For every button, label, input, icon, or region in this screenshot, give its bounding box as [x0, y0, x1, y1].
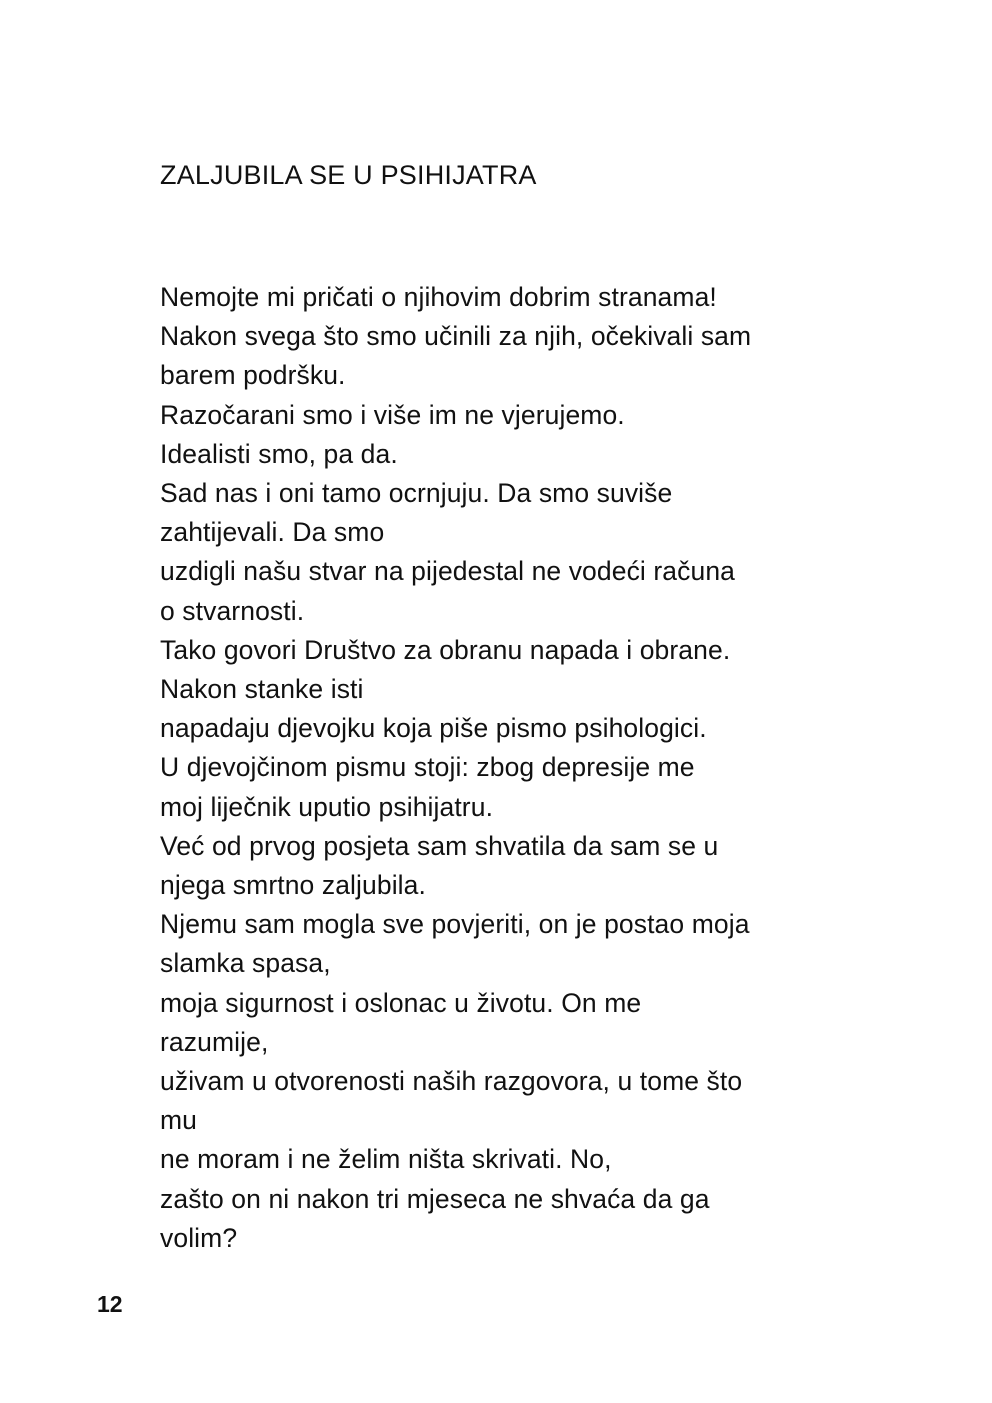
- poem-line: U djevojčinom pismu stoji: zbog depresije me: [160, 752, 695, 783]
- poem-line: slamka spasa,: [160, 948, 331, 979]
- poem-line: barem podršku.: [160, 360, 346, 391]
- poem-line: Tako govori Društvo za obranu napada i obrane.: [160, 634, 731, 665]
- poem-line: uživam u otvorenosti naših razgovora, u tome što: [160, 1066, 743, 1097]
- poem-line: o stvarnosti.: [160, 595, 305, 626]
- poem-line: mu: [160, 1105, 198, 1136]
- poem-line: njega smrtno zaljubila.: [160, 870, 426, 901]
- poem-line: Razočarani smo i više im ne vjerujemo.: [160, 399, 625, 430]
- poem-line: moja sigurnost i oslonac u životu. On me: [160, 987, 642, 1018]
- poem-line: razumije,: [160, 1026, 269, 1057]
- poem-line: ne moram i ne želim ništa skrivati. No,: [160, 1144, 612, 1175]
- poem-body: [160, 278, 751, 1258]
- poem-line: moj liječnik uputio psihijatru.: [160, 791, 494, 822]
- poem-line: Već od prvog posjeta sam shvatila da sam se u: [160, 830, 719, 861]
- poem-line: volim?: [160, 1222, 238, 1253]
- page-number: 12: [97, 1291, 123, 1317]
- poem-line: Idealisti smo, pa da.: [160, 438, 398, 469]
- poem-line: zašto on ni nakon tri mjeseca ne shvaća da ga: [160, 1183, 710, 1214]
- poem-line: napadaju djevojku koja piše pismo psihologici.: [160, 713, 707, 744]
- poem-title: ZALJUBILA SE U PSIHIJATRA: [160, 160, 537, 190]
- poem-line: uzdigli našu stvar na pijedestal ne vodeći računa: [160, 556, 735, 587]
- poem-line: Nakon svega što smo učinili za njih, očekivali sam: [160, 321, 752, 352]
- poem-line: Sad nas i oni tamo ocrnjuju. Da smo suviše: [160, 478, 673, 509]
- poem-line: Nakon stanke isti: [160, 674, 364, 705]
- poem-line: Njemu sam mogla sve povjeriti, on je postao moja: [160, 909, 750, 940]
- poem-line: Nemojte mi pričati o njihovim dobrim stranama!: [160, 282, 717, 312]
- poem-line: zahtijevali. Da smo: [160, 517, 385, 548]
